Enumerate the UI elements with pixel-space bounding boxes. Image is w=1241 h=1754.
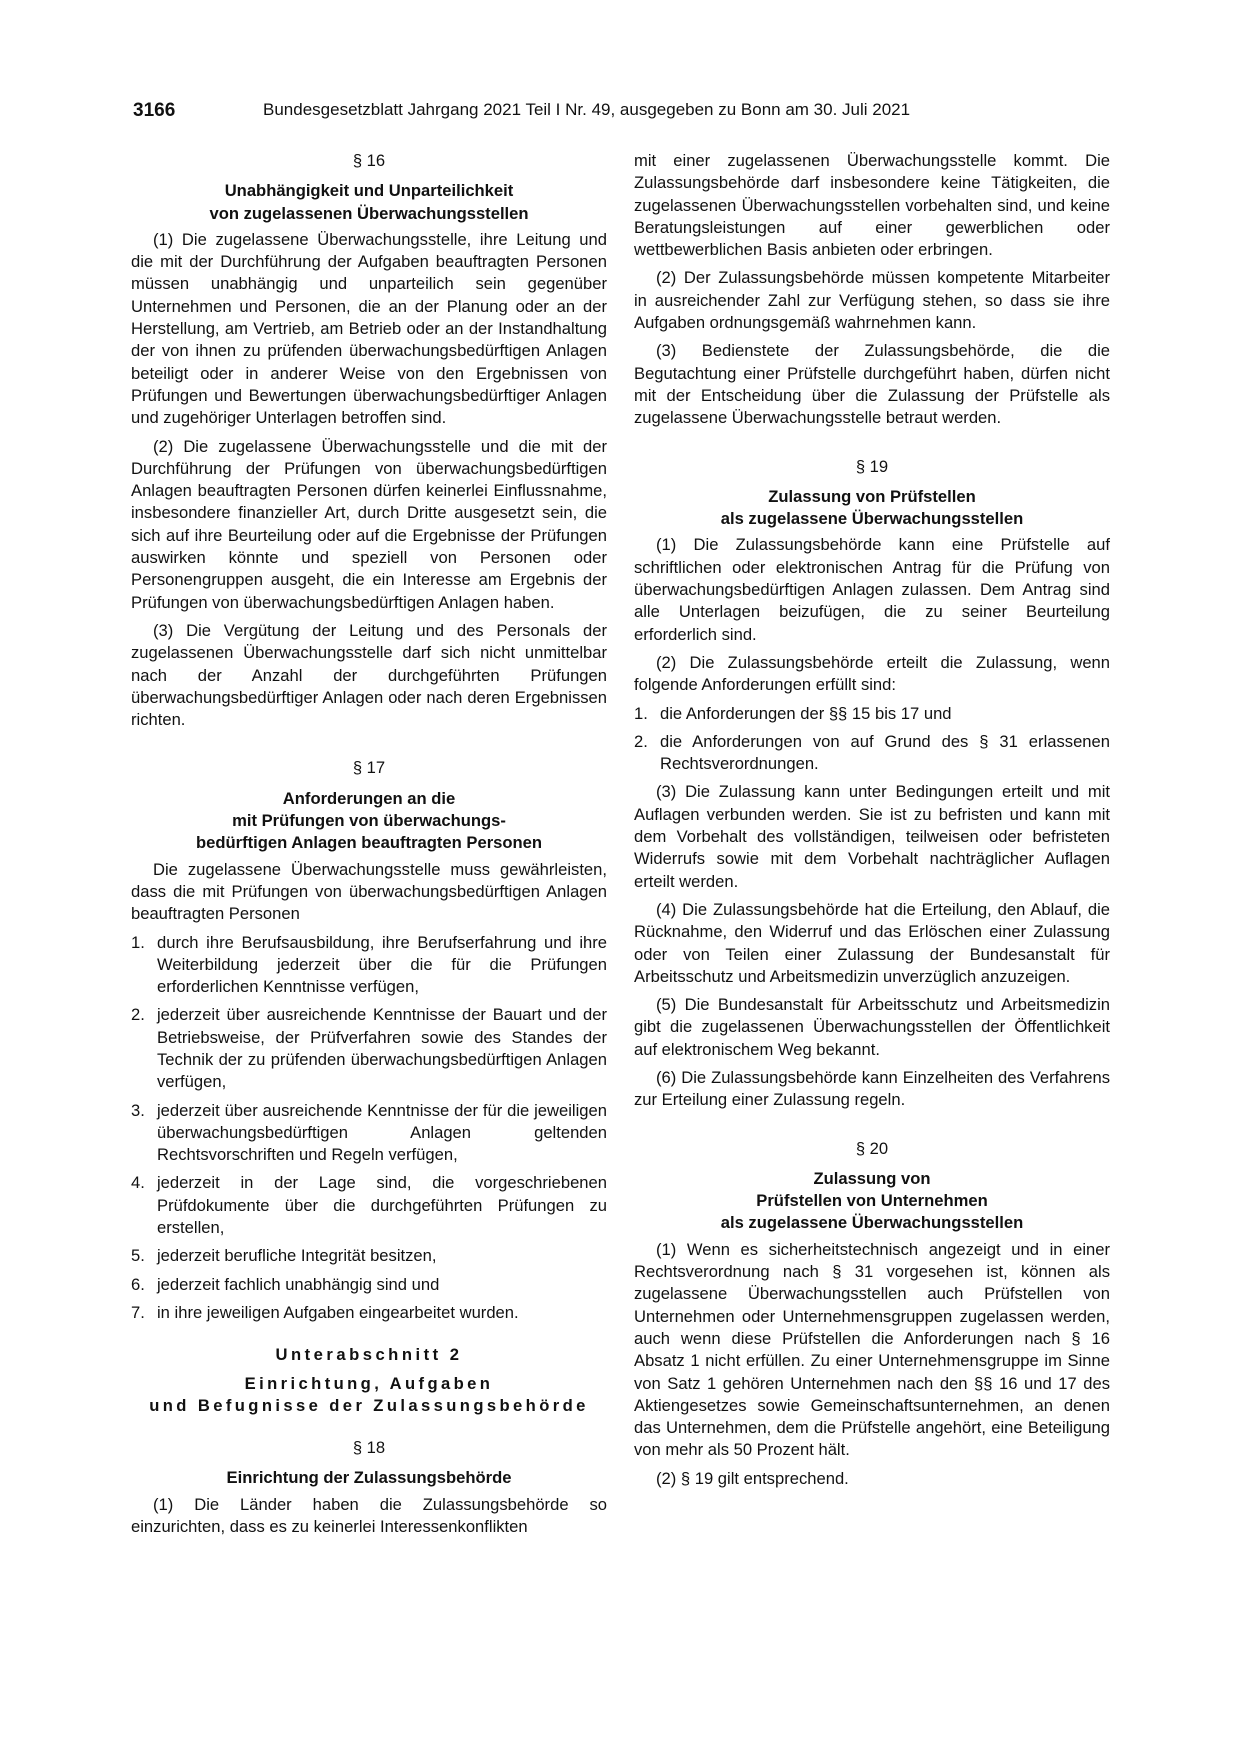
section-heading-17 — [131, 788, 607, 855]
list-item — [634, 731, 1110, 776]
section-number-17: § 17 — [352, 758, 386, 778]
paragraph: (3) Bedienstete der Zulassungsbehörde, die die Begutachtung einer Prüfstelle durchgeführt haben, dürfen nicht mit der Entscheidung über die Zulassung der Prüfstelle als zugelassene Überwachungsstelle betraut werden. — [634, 341, 1110, 428]
list-number: 1. — [131, 932, 145, 952]
list-text: die Anforderungen von auf Grund des § 31 erlassenen Rechtsverordnungen. — [660, 731, 1110, 774]
list-text: jederzeit über ausreichende Kenntnisse der für die jeweiligen überwachungsbedürftigen Anlagen geltenden Rechtsvorschriften und Regeln verfügen, — [157, 1100, 607, 1165]
paragraph: (6) Die Zulassungsbehörde kann Einzelheiten des Verfahrens zur Erteilung einer Zulassung regeln. — [634, 1067, 1110, 1110]
paragraph: (3) Die Zulassung kann unter Bedingungen erteilt und mit Auflagen verbunden werden. Sie ist zu befristen und kann mit dem Vorbehalt des vollständigen, teilweisen oder befristeten Widerrufs sowie mit dem Vorbehalt nachträglicher Auflagen erteilt werden. — [634, 782, 1110, 891]
list-item — [131, 1100, 607, 1167]
list-text: in ihre jeweiligen Aufgaben eingearbeitet wurden. — [157, 1302, 519, 1322]
list-number: 4. — [131, 1173, 145, 1193]
heading-line: Unabhängigkeit und Unparteilichkeit — [224, 181, 514, 201]
list-item — [131, 1172, 607, 1239]
heading-line: Einrichtung, Aufgaben — [244, 1373, 494, 1393]
heading-line: und Befugnisse der Zulassungsbehörde — [149, 1395, 589, 1415]
paragraph: (1) Wenn es sicherheitstechnisch angezeigt und in einer Rechtsverordnung nach § 31 vorgesehen ist, können als zugelassene Überwachungsstellen auch Prüfstellen von Unternehmen oder Unternehmensgruppen zugelassen werden, auch wenn diese Prüfstellen die Anforderungen nach § 16 Absatz 1 nicht erfüllen. Zu einer Unternehmensgruppe im Sinne von Satz 1 gehören Unternehmen nach den §§ 16 und 17 des Aktiengesetzes sowie Gemeinschaftsunternehmen, an denen das Unternehmen, dem die Prüfstelle angehört, eine Beteiligung von mehr als 50 Prozent hält. — [634, 1239, 1110, 1460]
list-number: 3. — [131, 1100, 145, 1120]
list-item — [131, 1245, 607, 1267]
right-column — [634, 150, 1110, 1496]
paragraph: (4) Die Zulassungsbehörde hat die Erteilung, den Ablauf, die Rücknahme, den Widerruf und das Erlöschen einer Zulassung oder von Teilen einer Zulassung der Bundesanstalt für Arbeitsschutz und Arbeitsmedizin unverzüglich anzuzeigen. — [634, 899, 1110, 986]
section-number-20: § 20 — [855, 1138, 889, 1158]
list-text: jederzeit in der Lage sind, die vorgeschriebenen Prüfdokumente über die durchgeführten Prüfungen zu erstellen, — [157, 1173, 607, 1238]
section-heading-18 — [131, 1467, 607, 1489]
section-heading-16 — [131, 180, 607, 225]
heading-line: von zugelassenen Überwachungsstellen — [209, 203, 529, 223]
list-item — [131, 1004, 607, 1093]
section-heading-19 — [634, 486, 1110, 531]
heading-line: Prüfstellen von Unternehmen — [756, 1191, 988, 1211]
list-text: jederzeit über ausreichende Kenntnisse der Bauart und der Betriebsweise, der Prüfverfahren sowie des Standes der Technik der zu prüfenden überwachungsbedürftigen Anlagen verfügen, — [157, 1005, 607, 1092]
left-column — [131, 150, 607, 1544]
list-item — [131, 1302, 607, 1324]
list-number: 7. — [131, 1302, 145, 1322]
list-item — [131, 1274, 607, 1296]
list-number: 5. — [131, 1246, 145, 1266]
heading-line: Anforderungen an die — [282, 788, 456, 808]
list-text: jederzeit berufliche Integrität besitzen, — [157, 1246, 437, 1266]
paragraph: (1) Die Länder haben die Zulassungsbehörde so einzurichten, dass es zu keinerlei Interessenkonflikten — [131, 1494, 607, 1537]
paragraph: (5) Die Bundesanstalt für Arbeitsschutz und Arbeitsmedizin gibt die zugelassenen Überwachungsstellen der Öffentlichkeit auf elektronischem Weg bekannt. — [634, 995, 1110, 1059]
list-text: jederzeit fachlich unabhängig sind und — [157, 1274, 440, 1294]
heading-line: als zugelassene Überwachungsstellen — [720, 1213, 1024, 1233]
list-item — [131, 932, 607, 999]
paragraph: (2) Die zugelassene Überwachungsstelle und die mit der Durchführung der Prüfungen von überwachungsbedürftigen Anlagen beauftragten Personen dürfen keinerlei Einflussnahme, insbesondere finanzieller Art, durch Dritte ausgesetzt sein, die sich auf ihre Beurteilung oder auf die Ergebnisse der Prüfungen auswirken könnte und speziell von Personen oder Personengruppen ausgeht, die ein Interesse am Ergebnis der Prüfungen von überwachungsbedürftigen Anlagen haben. — [131, 436, 607, 612]
conditions-list — [634, 703, 1110, 776]
list-number: 2. — [131, 1005, 145, 1025]
paragraph: (2) Der Zulassungsbehörde müssen kompetente Mitarbeiter in ausreichender Zahl zur Verfügung stehen, so dass sie ihre Aufgaben ordnungsgemäß wahrnehmen kann. — [634, 268, 1110, 333]
heading-line: mit Prüfungen von überwachungs- — [232, 811, 506, 831]
section-number-16: § 16 — [352, 151, 386, 170]
list-number: 2. — [634, 731, 648, 751]
gazette-title: Bundesgesetzblatt Jahrgang 2021 Teil I Nr. 49, ausgegeben zu Bonn am 30. Juli 2021 — [263, 100, 911, 119]
list-text: die Anforderungen der §§ 15 bis 17 und — [660, 703, 952, 723]
section-heading-20 — [634, 1168, 1110, 1235]
list-item — [634, 703, 1110, 725]
section-number-19: § 19 — [855, 456, 889, 476]
page-number: 3166 — [133, 100, 176, 121]
paragraph-continuation: mit einer zugelassenen Überwachungsstelle kommt. Die Zulassungsbehörde darf insbesondere keine Tätigkeiten, die zugelassenen Überwachungsstellen vorbehalten sind, und keine Beratungsleistungen auf einer gewerblichen oder wettbewerblichen Basis anbieten oder erbringen. — [634, 151, 1110, 260]
paragraph: (1) Die zugelassene Überwachungsstelle, ihre Leitung und die mit der Durchführung der Aufgaben beauftragten Personen müssen unabhängig und unparteilich sein gegenüber Unternehmen und Personen, die an der Planung oder an der Herstellung, am Vertrieb, am Betrieb oder an der Instandhaltung der von ihnen zu prüfenden überwachungsbedürftigen Anlagen beteiligt oder in anderer Weise von den Ergebnissen von Prüfungen und Bewertungen überwachungsbedürftiger Anlagen und zugehöriger Unterlagen betroffen sind. — [131, 229, 607, 428]
list-number: 6. — [131, 1274, 145, 1294]
section-number-18: § 18 — [352, 1438, 386, 1458]
subsection-heading — [131, 1373, 607, 1418]
heading-line: bedürftigen Anlagen beauftragten Personen — [195, 833, 543, 853]
paragraph: (2) Die Zulassungsbehörde erteilt die Zulassung, wenn folgende Anforderungen erfüllt sind: — [634, 652, 1110, 695]
paragraph: (1) Die Zulassungsbehörde kann eine Prüfstelle auf schriftlichen oder elektronischen Antrag für die Prüfung von überwachungsbedürftigen Anlagen zulassen. Dem Antrag sind alle Unterlagen beizufügen, die zu seiner Beurteilung erforderlich sind. — [634, 535, 1110, 644]
subsection-title: Unterabschnitt 2 — [275, 1345, 463, 1365]
list-text: durch ihre Berufsausbildung, ihre Berufserfahrung und ihre Weiterbildung jederzeit über die für die Prüfungen erforderlichen Kenntnisse verfügen, — [157, 932, 607, 997]
paragraph: (2) § 19 gilt entsprechend. — [656, 1468, 849, 1488]
heading-line: Zulassung von Prüfstellen — [768, 486, 976, 506]
requirements-list — [131, 932, 607, 1325]
heading-line: als zugelassene Überwachungsstellen — [720, 509, 1024, 529]
paragraph: Die zugelassene Überwachungsstelle muss gewährleisten, dass die mit Prüfungen von überwachungsbedürftigen Anlagen beauftragten Personen — [131, 859, 607, 924]
heading-line: Zulassung von — [813, 1168, 931, 1188]
heading-line: Einrichtung der Zulassungsbehörde — [226, 1468, 512, 1488]
page-header — [133, 100, 1108, 130]
list-number: 1. — [634, 703, 648, 723]
paragraph: (3) Die Vergütung der Leitung und des Personals der zugelassenen Überwachungsstelle darf sich nicht unmittelbar nach der Anzahl der durchgeführten Prüfungen überwachungsbedürftiger Anlagen oder nach deren Ergebnissen richten. — [131, 620, 607, 730]
